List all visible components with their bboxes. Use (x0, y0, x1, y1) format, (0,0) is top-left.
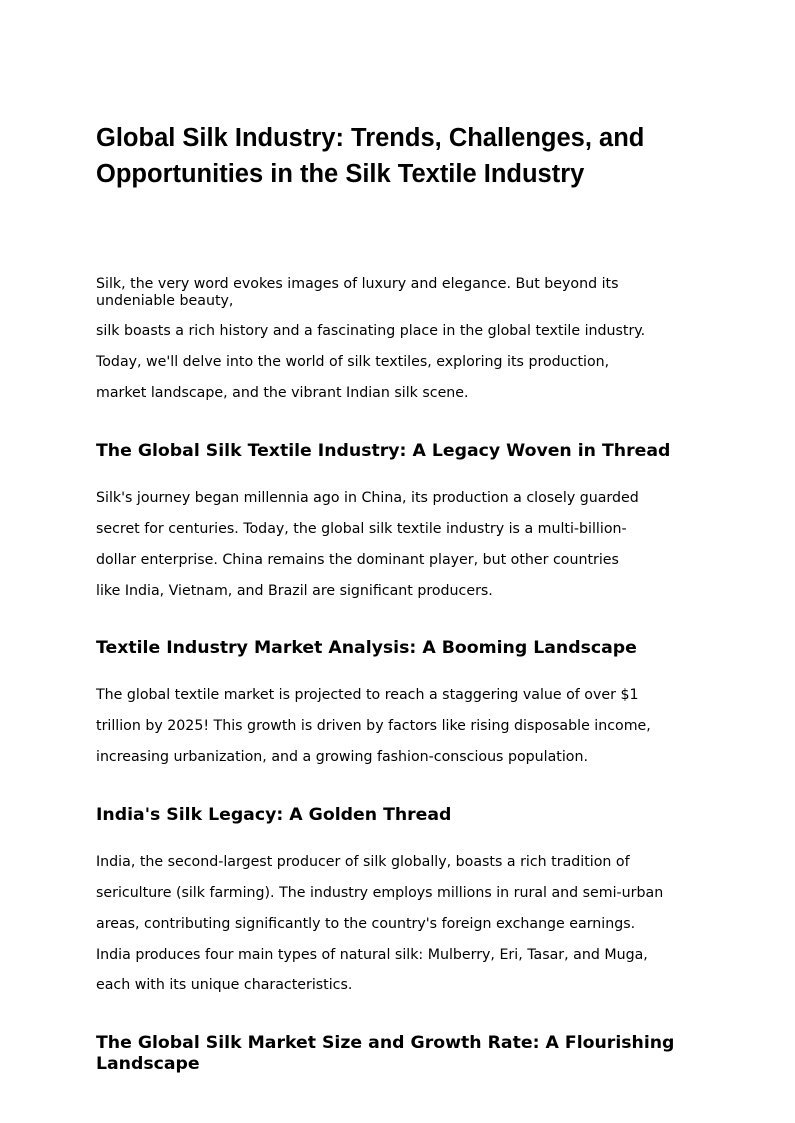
intro-line-5: market landscape, and the vibrant Indian silk scene. (96, 385, 469, 401)
document-title (96, 120, 644, 192)
intro-line-3: silk boasts a rich history and a fascinating place in the global textile industry. (96, 323, 646, 339)
section-heading-market-size-line-1: The Global Silk Market Size and Growth Rate: A Flourishing (96, 1033, 675, 1053)
section-2-line-2: trillion by 2025! This growth is driven by factors like rising disposable income, (96, 718, 651, 734)
section-1-line-1: Silk's journey began millennia ago in China, its production a closely guarded (96, 490, 639, 506)
section-3-line-4: India produces four main types of natural silk: Mulberry, Eri, Tasar, and Muga, (96, 947, 648, 963)
document-page (96, 0, 696, 1123)
section-3-line-5: each with its unique characteristics. (96, 977, 353, 993)
section-heading-market-analysis: Textile Industry Market Analysis: A Booming Landscape (96, 638, 637, 658)
document-title-line-1: Global Silk Industry: Trends, Challenges, and (96, 124, 645, 152)
section-2-line-3: increasing urbanization, and a growing fashion-conscious population. (96, 749, 588, 765)
section-1-line-4: like India, Vietnam, and Brazil are significant producers. (96, 583, 493, 599)
section-1-line-3: dollar enterprise. China remains the dominant player, but other countries (96, 552, 619, 568)
section-3-line-1: India, the second-largest producer of silk globally, boasts a rich tradition of (96, 854, 630, 870)
section-3-line-3: areas, contributing significantly to the country's foreign exchange earnings. (96, 916, 636, 932)
section-3-line-2: sericulture (silk farming). The industry employs millions in rural and semi-urban (96, 885, 664, 901)
section-1-line-2: secret for centuries. Today, the global silk textile industry is a multi-billion- (96, 521, 627, 537)
section-2-line-1: The global textile market is projected to reach a staggering value of over $1 (96, 687, 639, 703)
intro-line-4: Today, we'll delve into the world of silk textiles, exploring its production, (96, 354, 610, 370)
document-title-line-2: Opportunities in the Silk Textile Industry (96, 160, 585, 188)
intro-line-1: Silk, the very word evokes images of luxury and elegance. But beyond its (96, 276, 619, 292)
section-heading-india-silk-legacy: India's Silk Legacy: A Golden Thread (96, 805, 452, 825)
section-heading-global-silk-textile: The Global Silk Textile Industry: A Legacy Woven in Thread (96, 441, 671, 461)
section-heading-market-size-line-2: Landscape (96, 1054, 200, 1074)
intro-line-2: undeniable beauty, (96, 293, 234, 309)
